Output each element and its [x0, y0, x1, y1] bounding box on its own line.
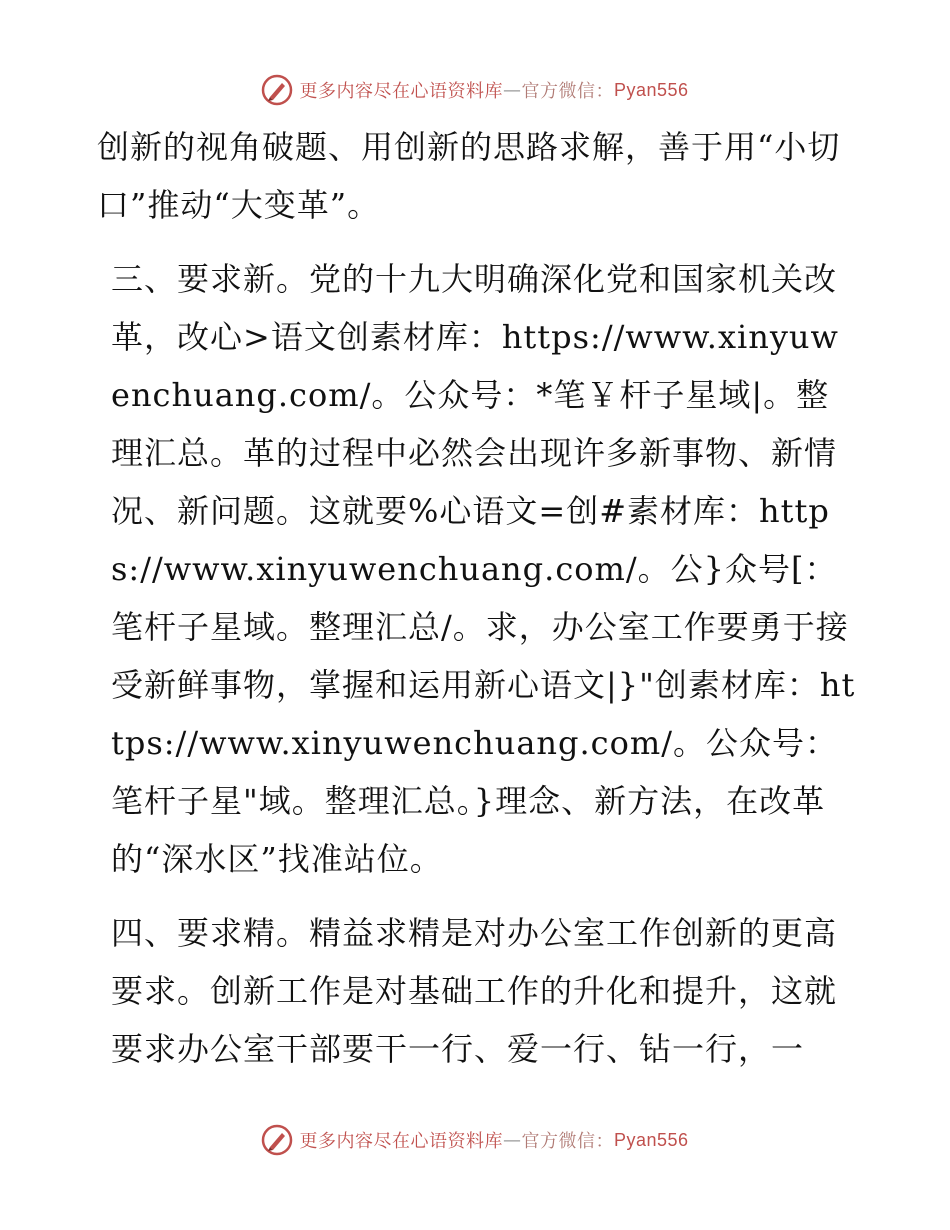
banner-main-text: 更多内容尽在心语资料库 — [299, 81, 503, 102]
banner-main-text: 更多内容尽在心语资料库 — [299, 1131, 503, 1152]
document-body — [97, 118, 857, 1078]
pen-logo-icon — [261, 74, 293, 106]
banner-separator: — — [502, 1129, 522, 1151]
footer-watermark-banner — [0, 1120, 950, 1160]
pen-logo-icon — [261, 1124, 293, 1156]
banner-wechat-id: Pyan556 — [613, 79, 689, 100]
paragraph-2: 三、要求新。党的十九大明确深化党和国家机关改革，改心>语文创素材库：https://www.xinyuwenchuang.com/。公众号：*笔￥杆子星域|。整理汇总。革的过程中必然会出现许多新事物、新情况、新问题。这就要%心语文=创#素材库：https://www.xinyuwenchuang.com/。公}众号[：笔杆子星域。整理汇总/。求，办公室工作要勇于接受新鲜事物，掌握和运用新心语文|}"创素材库：https://www.xinyuwenchuang.com/。公众号：笔杆子星"域。整理汇总。}理念、新方法，在改革的“深水区”找准站位。 — [111, 260, 856, 878]
banner-wechat-label: 官方微信： — [521, 1131, 614, 1152]
paragraph-3: 四、要求精。精益求精是对办公室工作创新的更高要求。创新工作是对基础工作的升化和提升，这就要求办公室干部要干一行、爱一行、钻一行，一 — [111, 914, 838, 1068]
banner-separator: — — [502, 79, 522, 101]
paragraph-1: 创新的视角破题、用创新的思路求解，善于用“小切口”推动“大变革”。 — [97, 128, 841, 224]
banner-wechat-label: 官方微信： — [521, 81, 614, 102]
banner-wechat-id: Pyan556 — [613, 1129, 689, 1150]
header-watermark-banner — [0, 70, 950, 110]
